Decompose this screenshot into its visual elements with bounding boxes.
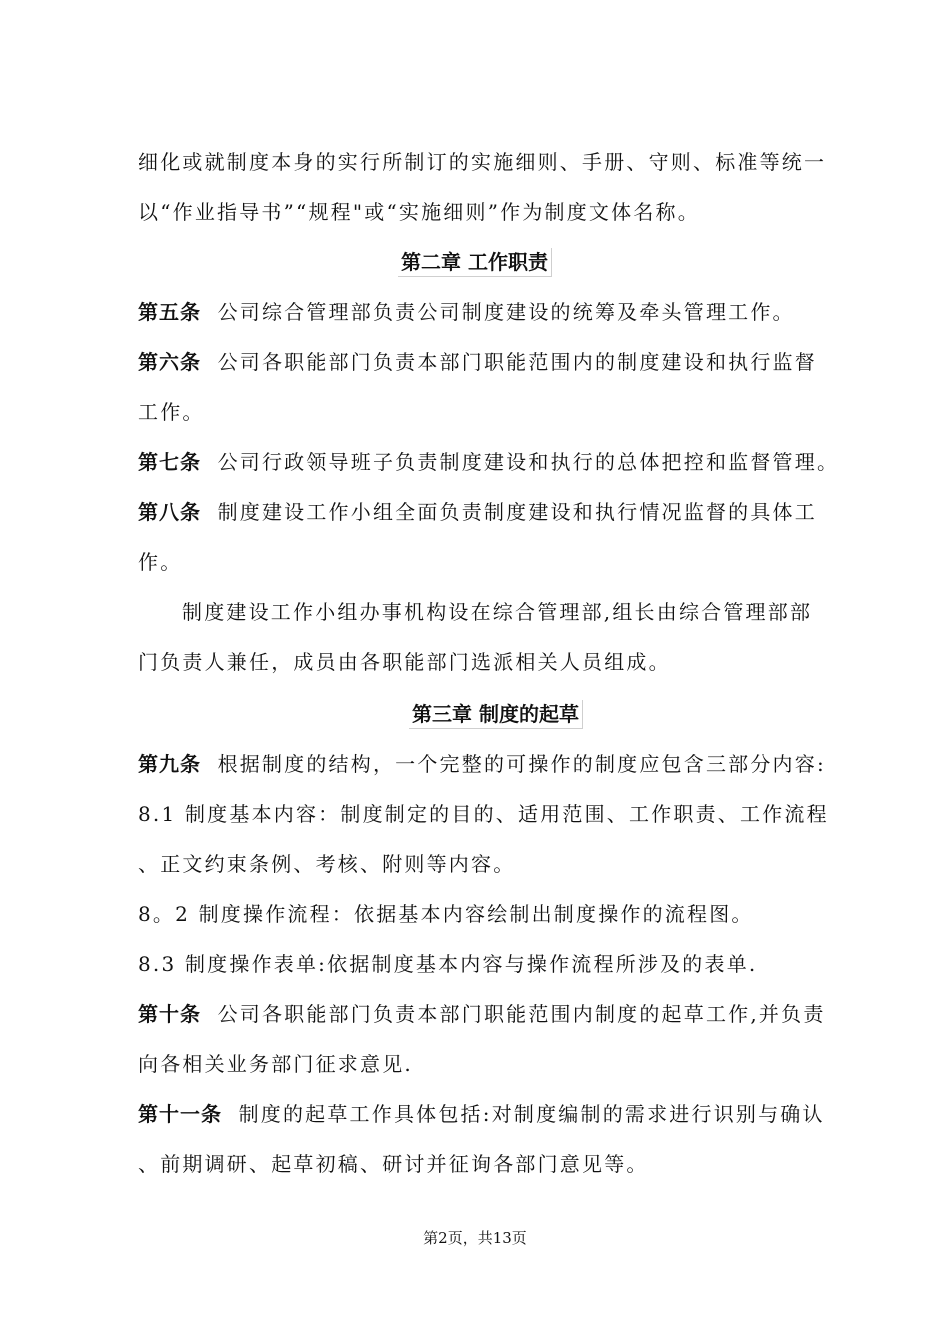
article-9-label: 第九条	[138, 752, 201, 776]
chapter-three-heading: 第三章 制度的起草	[409, 700, 583, 729]
article-6-label: 第六条	[138, 350, 201, 374]
section-8-1: 8.1 制度基本内容：制度制定的目的、适用范围、工作职责、工作流程	[138, 802, 829, 826]
paragraph-line: 作。	[138, 550, 183, 574]
paragraph-line: 制度建设工作小组办事机构设在综合管理部,组长由综合管理部部	[182, 600, 813, 624]
article-7-label: 第七条	[138, 450, 201, 474]
paragraph-line: 、正文约束条例、考核、附则等内容。	[138, 852, 516, 876]
article-10-text: 公司各职能部门负责本部门职能范围内制度的起草工作,并负责	[217, 1002, 826, 1026]
section-8-3: 8.3 制度操作表单:依据制度基本内容与操作流程所涉及的表单.	[138, 952, 758, 976]
article-5-text: 公司综合管理部负责公司制度建设的统筹及牵头管理工作。	[217, 300, 795, 324]
paragraph-line: 、前期调研、起草初稿、研讨并征询各部门意见等。	[138, 1152, 649, 1176]
article-8	[138, 498, 838, 526]
article-5	[138, 298, 838, 326]
paragraph-line: 以“作业指导书”“规程"或“实施细则”作为制度文体名称。	[138, 200, 700, 224]
chapter-two-heading: 第二章 工作职责	[398, 248, 552, 277]
section-8-2: 8。2 制度操作流程：依据基本内容绘制出制度操作的流程图。	[138, 902, 754, 926]
paragraph-line: 工作。	[138, 400, 205, 424]
article-7	[138, 448, 838, 476]
article-11-text: 制度的起草工作具体包括:对制度编制的需求进行识别与确认	[238, 1102, 825, 1126]
paragraph-line: 细化或就制度本身的实行所制订的实施细则、手册、守则、标准等统一	[138, 150, 827, 174]
article-11-label: 第十一条	[138, 1102, 222, 1126]
page-number-footer: 第2页，共13页	[423, 1229, 527, 1247]
article-5-label: 第五条	[138, 300, 201, 324]
paragraph-line: 向各相关业务部门征求意见.	[138, 1052, 413, 1076]
article-9	[138, 750, 838, 778]
article-8-label: 第八条	[138, 500, 201, 524]
paragraph-line: 门负责人兼任，成员由各职能部门选派相关人员组成。	[138, 650, 671, 674]
article-8-text: 制度建设工作小组全面负责制度建设和执行情况监督的具体工	[217, 500, 817, 524]
article-6-text: 公司各职能部门负责本部门职能范围内的制度建设和执行监督	[217, 350, 817, 374]
article-6	[138, 348, 838, 376]
article-9-text: 根据制度的结构，一个完整的可操作的制度应包含三部分内容:	[217, 752, 826, 776]
article-11	[138, 1100, 838, 1128]
article-10	[138, 1000, 838, 1028]
article-10-label: 第十条	[138, 1002, 201, 1026]
article-7-text: 公司行政领导班子负责制度建设和执行的总体把控和监督管理。	[217, 450, 840, 474]
